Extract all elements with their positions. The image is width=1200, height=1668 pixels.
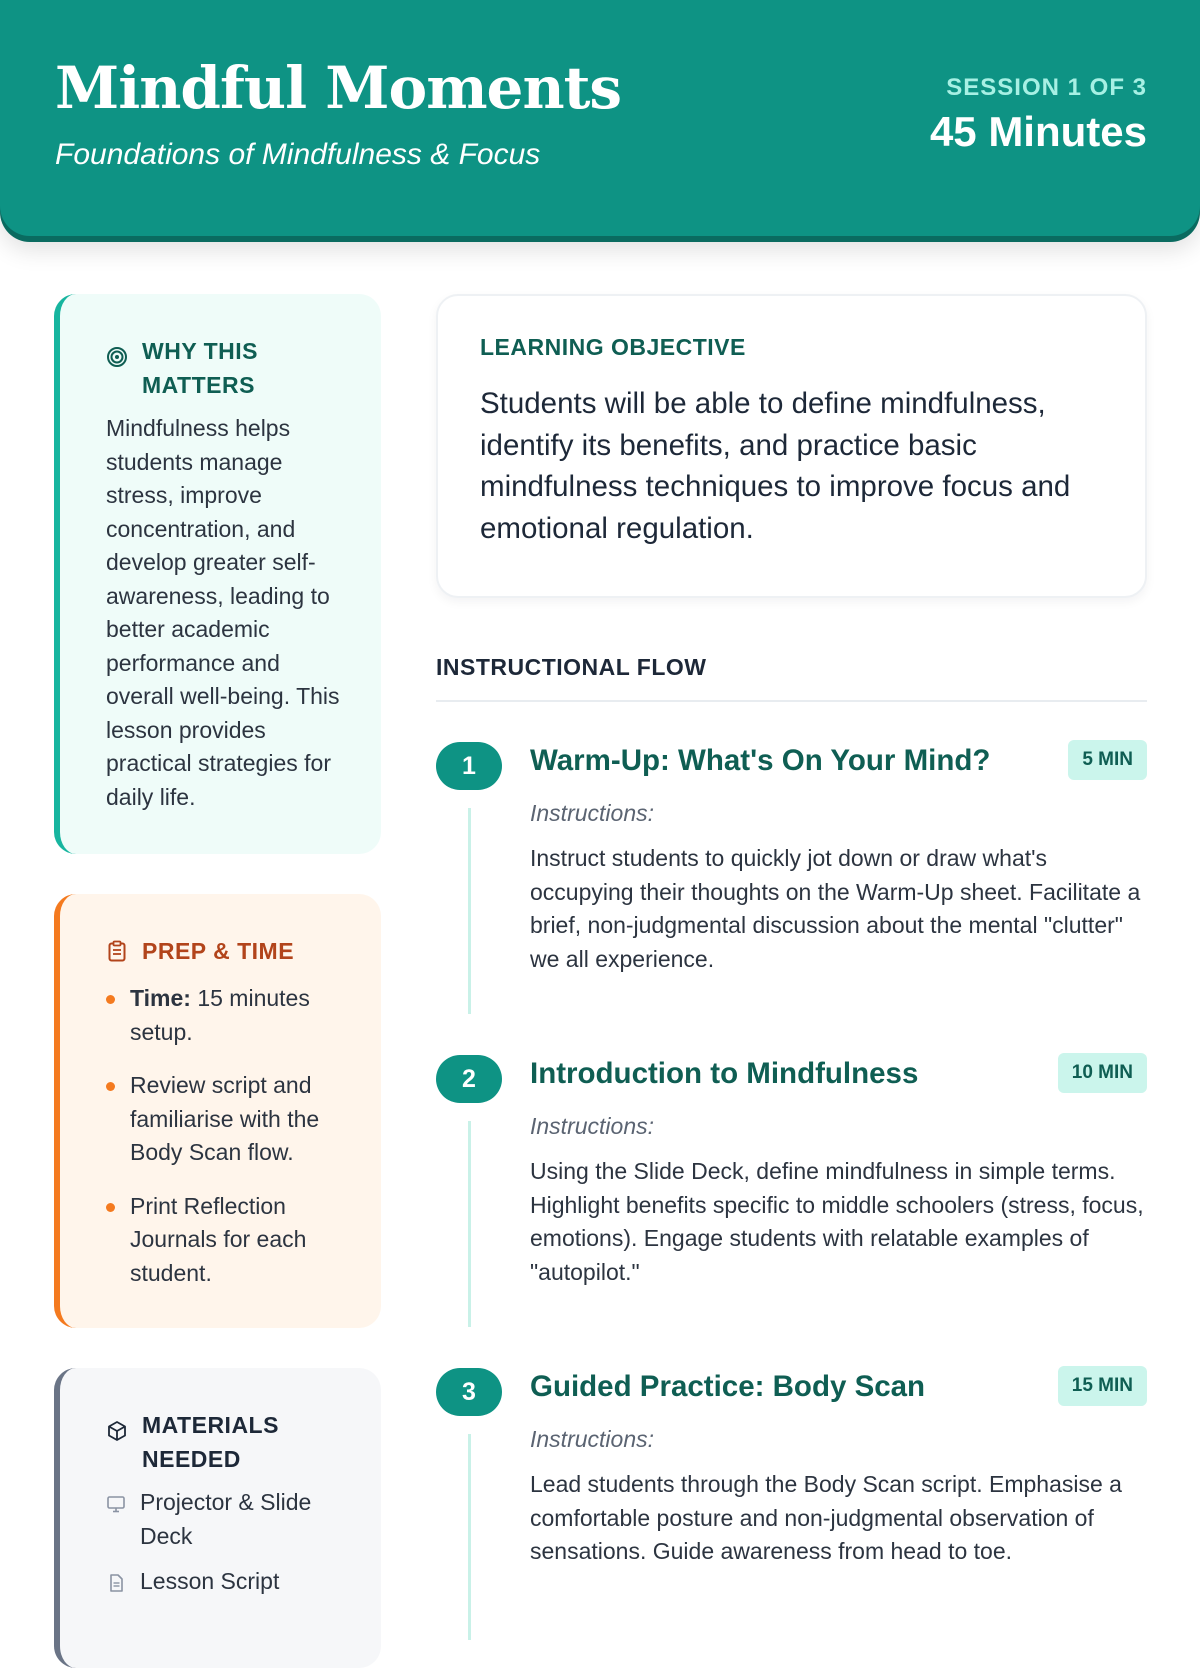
list-item <box>106 1486 351 1553</box>
clipboard-icon <box>106 940 128 962</box>
step-instructions-label: Instructions: <box>530 1426 654 1452</box>
duration-badge: 15 MIN <box>1058 1366 1147 1406</box>
list-item <box>106 1565 351 1599</box>
list-item <box>106 1069 351 1170</box>
prep-item-bold: Time: <box>130 985 191 1011</box>
step-text: Instruct students to quickly jot down or draw what's occupying their thoughts on the Warm-Up sheet. Facilitate a brief, non-judgmental discussion about the mental "clutter" we all experience. <box>530 845 1141 972</box>
step-number: 1 <box>436 742 502 790</box>
monitor-icon <box>106 1494 126 1514</box>
step-instructions-label: Instructions: <box>530 1113 654 1139</box>
list-item <box>106 1190 351 1291</box>
step-number: 2 <box>436 1055 502 1103</box>
step-number: 3 <box>436 1368 502 1416</box>
step-title: Guided Practice: Body Scan <box>530 1370 926 1403</box>
bullet-dot <box>106 995 115 1004</box>
step-text: Lead students through the Body Scan script. Emphasise a comfortable posture and non-judgmental observation of sensations. Guide awareness from head to toe. <box>530 1471 1122 1564</box>
prep-item-text: Review script and familiarise with the Body Scan flow. <box>130 1072 320 1165</box>
prep-list <box>106 982 351 1290</box>
why-this-matters-card <box>54 294 381 854</box>
step-connector <box>468 808 471 1014</box>
objective-text: Students will be able to define mindfulness, identify its benefits, and practice basic mindfulness techniques to improve focus and emotional regulation. <box>480 387 1071 545</box>
objective-label: LEARNING OBJECTIVE <box>480 334 746 360</box>
step-text: Using the Slide Deck, define mindfulness in simple terms. Highlight benefits specific to middle schoolers (stress, focus, emotions). Engage students with relatable examples of "autopilot." <box>530 1158 1144 1285</box>
instructional-flow-heading: INSTRUCTIONAL FLOW <box>436 654 707 680</box>
why-text: Mindfulness helps students manage stress, improve concentration, and develop greater self-awareness, leading to better academic performance and overall well-being. This lesson provides practical strategies for daily life. <box>106 415 340 810</box>
page-title: Mindful Moments <box>55 54 622 122</box>
prep-item-text: Print Reflection Journals for each student. <box>130 1192 307 1286</box>
why-title: WHY THIS MATTERS <box>142 338 259 398</box>
material-label: Lesson Script <box>140 1568 280 1594</box>
target-icon <box>106 346 128 368</box>
step-connector <box>468 1121 471 1327</box>
step-connector <box>468 1434 471 1640</box>
session-duration: 45 Minutes <box>929 108 1147 155</box>
bullet-dot <box>106 1082 115 1091</box>
session-label: SESSION 1 OF 3 <box>946 74 1147 101</box>
prep-title: PREP & TIME <box>142 938 295 964</box>
page-subtitle: Foundations of Mindfulness & Focus <box>55 138 541 171</box>
cube-icon <box>106 1420 128 1442</box>
material-label: Projector & Slide Deck <box>140 1489 312 1549</box>
duration-badge: 5 MIN <box>1068 740 1147 780</box>
materials-list <box>106 1486 351 1599</box>
step-title: Warm-Up: What's On Your Mind? <box>530 744 991 777</box>
list-item <box>106 982 351 1049</box>
prep-item-text: 15 minutes setup. <box>130 985 310 1045</box>
document-icon <box>106 1573 126 1593</box>
learning-objective-card <box>436 294 1147 598</box>
materials-title: MATERIALS NEEDED <box>142 1412 279 1472</box>
bullet-dot <box>106 1203 115 1212</box>
lesson-header <box>0 0 1200 236</box>
step-instructions-label: Instructions: <box>530 800 654 826</box>
materials-card <box>54 1368 381 1668</box>
duration-badge: 10 MIN <box>1058 1053 1147 1093</box>
divider <box>436 700 1147 702</box>
step-title: Introduction to Mindfulness <box>530 1057 919 1090</box>
prep-time-card <box>54 894 381 1328</box>
